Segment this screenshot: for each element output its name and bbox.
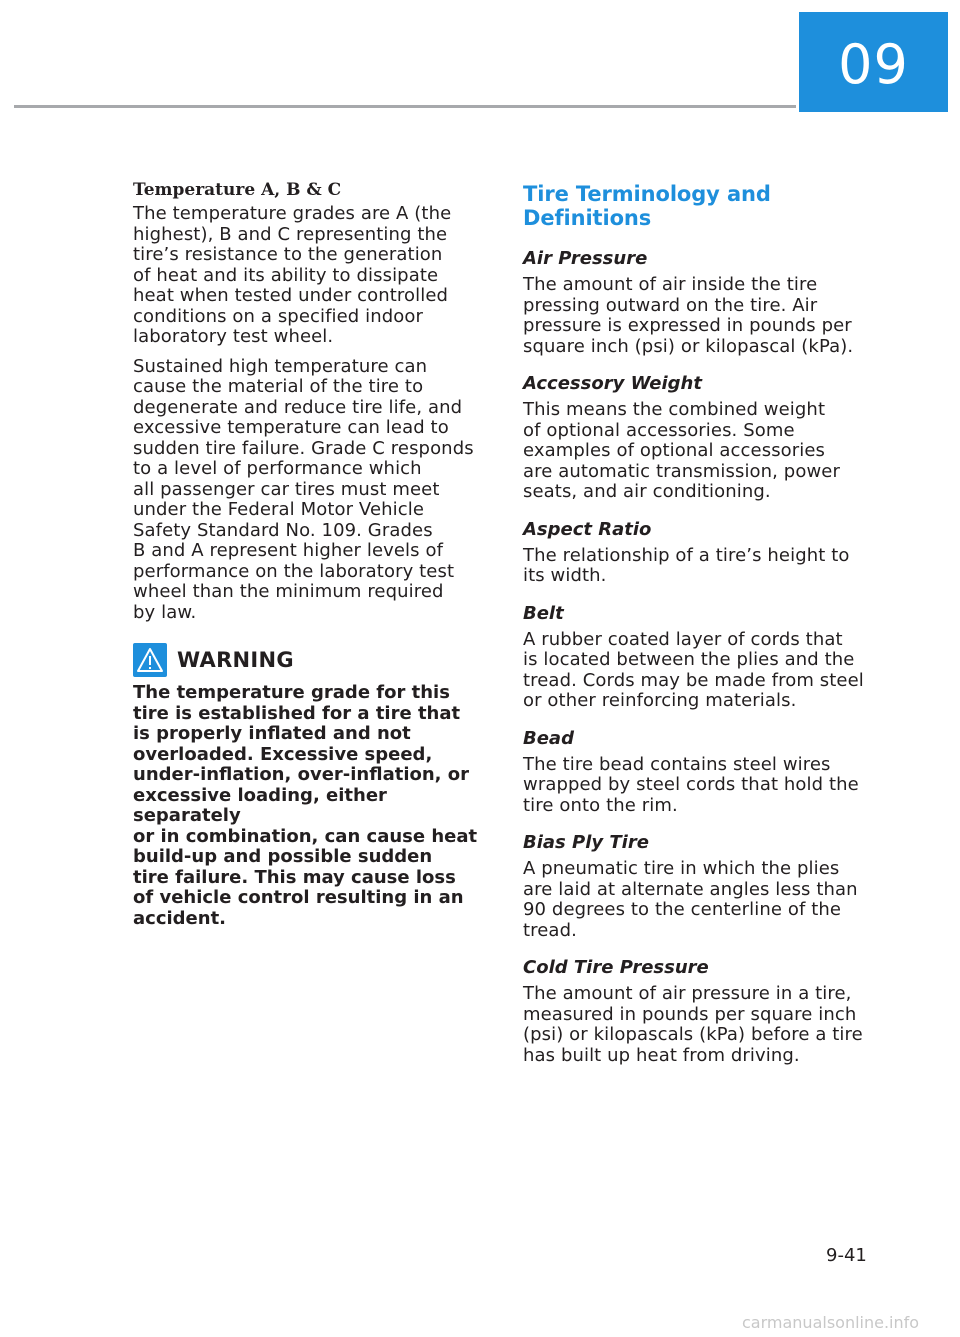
temperature-heading: Temperature A, B & C bbox=[133, 180, 342, 200]
warning-triangle-icon bbox=[133, 643, 167, 677]
definition-aspect-ratio: The relationship of a tire’s height to its width. bbox=[523, 544, 850, 586]
term-bias-ply-tire: Bias Ply Tire bbox=[523, 832, 649, 853]
definition-belt: A rubber coated layer of cords that is located between the plies and the tread. Cords may be made from steel or other reinforcing materials. bbox=[523, 628, 864, 711]
term-accessory-weight: Accessory Weight bbox=[523, 373, 702, 394]
temperature-paragraph-2: Sustained high temperature can cause the material of the tire to degenerate and reduce tire life, and excessive temperature can lead to sudden tire failure. Grade C responds to a level of performance which all passenger car tires must meet under the Federal Motor Vehicle Safety Standard No. 109. Grades B and A represent higher levels of performance on the laboratory test wheel than the minimum required by law. bbox=[133, 355, 474, 623]
warning-body: The temperature grade for this tire is established for a tire that is properly inflated and not overloaded. Excessive speed, under-inflation, over-inflation, or excessive loading, either separately or in combination, can cause heat build-up and possible sudden tire failure. This may cause loss of vehicle control resulting in an accident. bbox=[133, 682, 478, 929]
term-bead: Bead bbox=[523, 727, 574, 749]
section-title: Tire Terminology and Definitions bbox=[523, 182, 771, 230]
definition-cold-tire-pressure: The amount of air pressure in a tire, measured in pounds per square inch (psi) or kilopascals (kPa) before a tire has built up heat from driving. bbox=[523, 983, 863, 1066]
watermark: carmanualsonline.info bbox=[742, 1313, 920, 1332]
page-number: 9-41 bbox=[826, 1245, 867, 1266]
definition-bead: The tire bead contains steel wires wrapped by steel cords that hold the tire onto the rim. bbox=[523, 753, 859, 816]
warning-title: WARNING bbox=[177, 648, 294, 673]
term-air-pressure: Air Pressure bbox=[523, 248, 648, 269]
term-aspect-ratio: Aspect Ratio bbox=[523, 518, 652, 540]
definition-air-pressure: The amount of air inside the tire pressing outward on the tire. Air pressure is expressed in pounds per square inch (psi) or kilopascal (kPa). bbox=[523, 274, 854, 357]
left-column bbox=[133, 180, 493, 929]
warning-header bbox=[133, 643, 493, 677]
definition-accessory-weight: This means the combined weight of optional accessories. Some examples of optional accessories are automatic transmission, power seats, and air conditioning. bbox=[523, 399, 840, 502]
term-belt: Belt bbox=[523, 602, 564, 624]
temperature-paragraph-1: The temperature grades are A (the highest), B and C representing the tire’s resistance to the generation of heat and its ability to dissipate heat when tested under controlled conditions on a specified indoor laboratory test wheel. bbox=[133, 203, 452, 348]
chapter-number: 09 bbox=[838, 32, 909, 96]
chapter-tab bbox=[799, 12, 948, 112]
right-column bbox=[523, 180, 883, 1082]
definition-bias-ply-tire: A pneumatic tire in which the plies are laid at alternate angles less than 90 degrees to the centerline of the tread. bbox=[523, 858, 858, 941]
term-cold-tire-pressure: Cold Tire Pressure bbox=[523, 957, 709, 978]
header-rule bbox=[14, 105, 796, 108]
